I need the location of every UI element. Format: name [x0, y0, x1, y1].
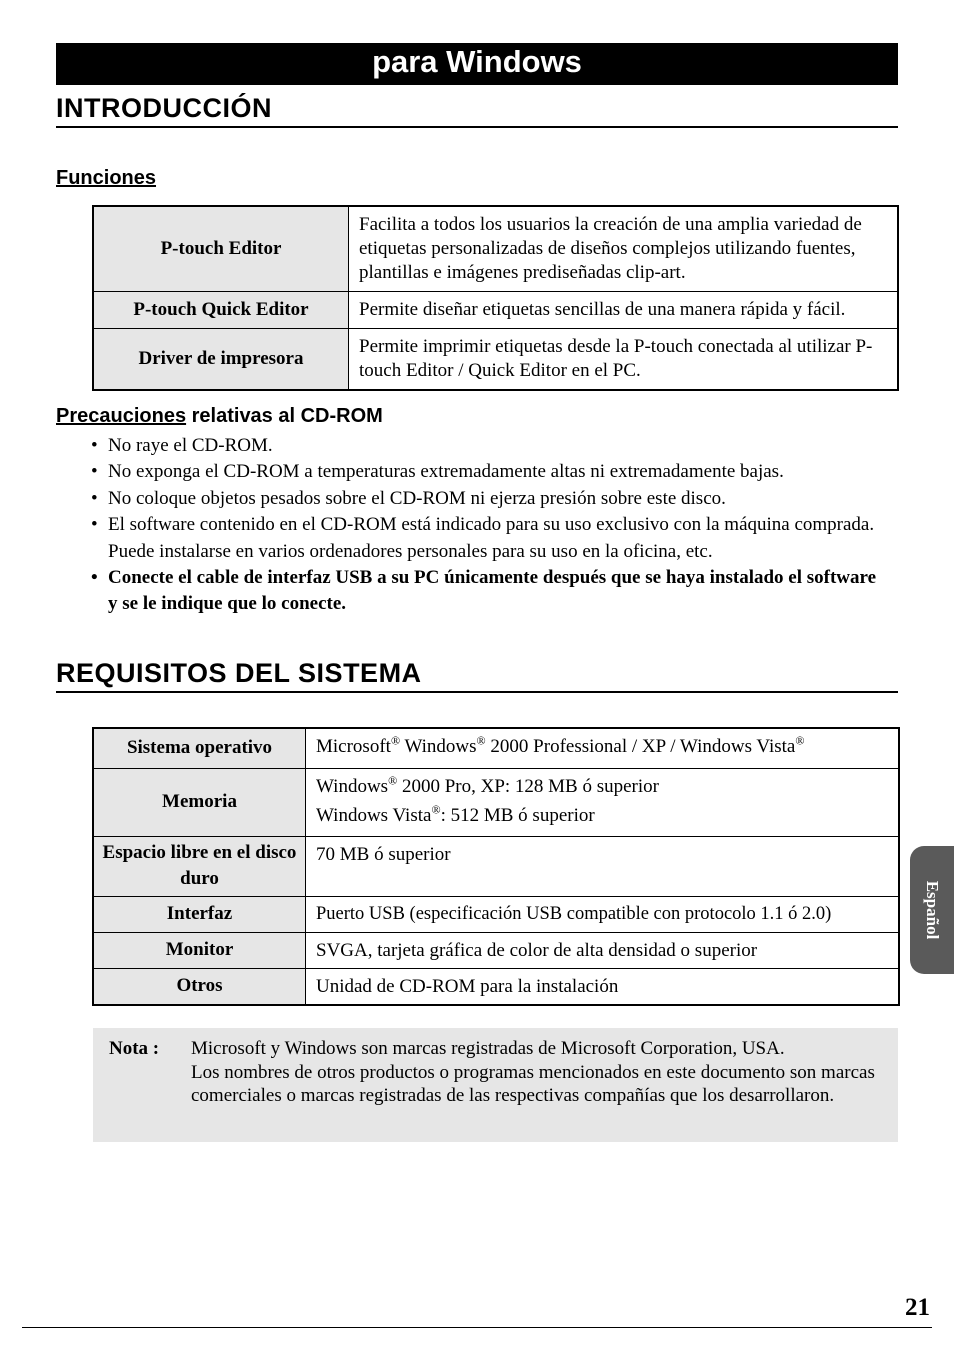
requirements-table [92, 727, 900, 1006]
list-item-text-cont: Puede instalarse en varios ordenadores personales para su uso en la oficina, etc. [108, 540, 713, 562]
req-label: Espacio libre en el disco duro [93, 836, 306, 896]
registered-mark: ® [476, 733, 486, 748]
functions-heading [56, 167, 156, 190]
mem-line [316, 801, 888, 830]
req-label: Sistema operativo [93, 728, 306, 768]
intro-heading: INTRODUCCIÓN [56, 93, 898, 128]
functions-table [92, 205, 899, 391]
registered-mark: ® [795, 733, 805, 748]
os-text: Windows [400, 736, 477, 757]
precautions-list [88, 433, 888, 618]
precautions-heading-underlined: Precauciones [56, 405, 187, 427]
table-row [93, 329, 898, 391]
req-value: Puerto USB (especificación USB compatible con protocolo 1.1 ó 2.0) [306, 896, 900, 932]
mem-text: Windows Vista [316, 804, 432, 826]
list-item [88, 512, 888, 565]
table-row [93, 896, 899, 932]
function-desc: Permite diseñar etiquetas sencillas de una manera rápida y fácil. [349, 292, 899, 329]
footer-divider [22, 1327, 932, 1328]
table-row [93, 206, 898, 292]
note-line: Microsoft y Windows son marcas registradas de Microsoft Corporation, USA. [191, 1038, 785, 1059]
function-desc: Facilita a todos los usuarios la creación de una amplia variedad de etiquetas personalizadas de diseños complejos utilizando fuentes, plantillas e imágenes prediseñadas clip-art. [349, 206, 899, 292]
function-name: P-touch Editor [93, 206, 349, 292]
table-row [93, 836, 899, 896]
list-item: • No exponga el CD-ROM a temperaturas extremadamente altas ni extremadamente bajas. [88, 459, 888, 485]
req-value [306, 768, 900, 836]
list-item: • No coloque objetos pesados sobre el CD-ROM ni ejerza presión sobre este disco. [88, 486, 888, 512]
list-item-emphasis: • Conecte el cable de interfaz USB a su PC únicamente después que se haya instalado el software y se le indique que lo conecte. [88, 565, 888, 618]
table-row [93, 932, 899, 968]
mem-line [316, 772, 888, 801]
req-value: 70 MB ó superior [306, 836, 900, 896]
mem-text: 2000 Pro, XP: 128 MB ó superior [397, 775, 659, 797]
list-item-text: El software contenido en el CD-ROM está indicado para su uso exclusivo con la máquina comprada. [108, 514, 875, 536]
function-name: P-touch Quick Editor [93, 292, 349, 329]
req-label: Memoria [93, 768, 306, 836]
table-row [93, 968, 899, 1005]
req-label: Otros [93, 968, 306, 1005]
precautions-heading-rest: relativas al CD-ROM [186, 405, 383, 427]
note-box [93, 1028, 898, 1142]
list-item: • No raye el CD-ROM. [88, 433, 888, 459]
os-text: Microsoft [316, 736, 391, 757]
language-tab [910, 846, 954, 974]
functions-heading-text: Funciones [56, 167, 157, 189]
os-text: 2000 Professional / XP / Windows Vista [485, 736, 796, 757]
note-label: Nota : [109, 1038, 160, 1059]
registered-mark: ® [431, 802, 441, 817]
language-tab-label: Español [923, 880, 942, 940]
mem-text: : 512 MB ó superior [440, 804, 595, 826]
table-row [93, 292, 898, 329]
function-name: Driver de impresora [93, 329, 349, 391]
page-number: 21 [905, 1294, 930, 1321]
registered-mark: ® [390, 733, 401, 748]
table-row [93, 728, 899, 768]
note-text [191, 1037, 886, 1108]
req-label: Interfaz [93, 896, 306, 932]
req-value [306, 728, 900, 768]
requirements-heading: REQUISITOS DEL SISTEMA [56, 658, 898, 693]
section-banner: para Windows [56, 43, 898, 85]
req-value: Unidad de CD-ROM para la instalación [306, 968, 900, 1005]
registered-mark: ® [388, 773, 398, 788]
req-label: Monitor [93, 932, 306, 968]
table-row [93, 768, 899, 836]
note-line: Los nombres de otros productos o programas mencionados en este documento son marcas comerciales o marcas registradas de las respectivas compañías que los desarrollaron. [191, 1061, 875, 1107]
mem-text: Windows [316, 775, 389, 797]
req-value: SVGA, tarjeta gráfica de color de alta densidad o superior [306, 932, 900, 968]
function-desc: Permite imprimir etiquetas desde la P-touch conectada al utilizar P-touch Editor / Quick Editor en el PC. [349, 329, 899, 391]
precautions-heading [56, 405, 383, 428]
